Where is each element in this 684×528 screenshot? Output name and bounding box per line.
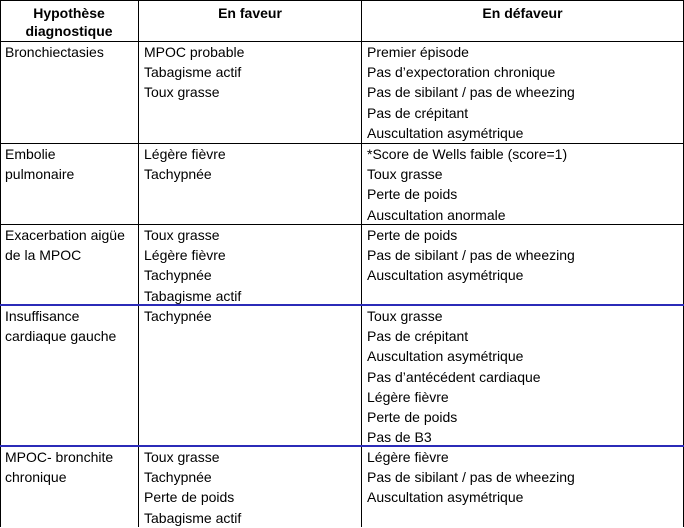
cell-line: Tachypnée xyxy=(144,308,212,324)
cell-line: Auscultation anormale xyxy=(367,206,506,223)
cell-line: Auscultation asymétrique xyxy=(367,267,524,284)
row1-hypothesis xyxy=(5,42,104,62)
row5-hypothesis xyxy=(5,447,113,487)
cell-line: pulmonaire xyxy=(5,166,75,183)
cell-line: Légère fièvre xyxy=(144,247,226,264)
cell-line: Tachypnée xyxy=(144,166,212,183)
table-border-left xyxy=(0,0,1,527)
cell-line: Insuffisance xyxy=(5,308,80,324)
cell-line: Toux grasse xyxy=(144,84,220,101)
cell-line: Perte de poids xyxy=(367,227,458,243)
row5-against xyxy=(367,447,575,508)
cell-line: Auscultation asymétrique xyxy=(367,348,524,365)
cell-line: cardiaque gauche xyxy=(5,328,117,345)
cell-line: Auscultation asymétrique xyxy=(367,124,524,141)
row4-for xyxy=(144,306,212,326)
header-against: En défaveur xyxy=(482,5,563,21)
cell-line: Toux grasse xyxy=(144,449,220,465)
cell-line: Auscultation asymétrique xyxy=(367,489,524,506)
row1-for xyxy=(144,42,244,103)
cell-line: Tachypnée xyxy=(144,469,212,486)
table-border-top xyxy=(0,0,684,1)
row4-hypothesis xyxy=(5,306,116,346)
column-divider-1 xyxy=(138,0,139,527)
row4-against xyxy=(367,306,541,447)
cell-line: Perte de poids xyxy=(367,408,458,425)
cell-line: *Score de Wells faible (score=1) xyxy=(367,146,568,162)
cell-line: Tabagisme actif xyxy=(144,287,242,304)
cell-line: de la MPOC xyxy=(5,247,82,264)
cell-line: Tabagisme actif xyxy=(144,64,242,81)
cell-line: MPOC probable xyxy=(144,44,245,60)
row3-hypothesis xyxy=(5,225,125,265)
row3-against xyxy=(367,225,575,286)
cell-line: Pas de B3 xyxy=(367,429,432,446)
row-divider-1 xyxy=(0,143,684,144)
cell-line: Pas de sibilant / pas de wheezing xyxy=(367,84,575,101)
cell-line: Légère fièvre xyxy=(144,146,226,162)
header-hypothesis-line: diagnostique xyxy=(25,23,113,39)
cell-line: Tabagisme actif xyxy=(144,509,242,526)
cell-line: Premier épisode xyxy=(367,44,469,60)
cell-line: Toux grasse xyxy=(367,166,443,183)
cell-line: Embolie xyxy=(5,146,56,162)
row3-for xyxy=(144,225,241,306)
header-hypothesis-line: Hypothèse xyxy=(33,5,105,21)
cell-line: MPOC- bronchite xyxy=(5,449,114,465)
row1-against xyxy=(367,42,575,143)
cell-line: Légère fièvre xyxy=(367,388,449,405)
row5-for xyxy=(144,447,241,528)
cell-line: Pas de crépitant xyxy=(367,328,469,345)
cell-line: Légère fièvre xyxy=(367,449,449,465)
cell-line: Pas de sibilant / pas de wheezing xyxy=(367,469,575,486)
row2-against xyxy=(367,144,567,225)
column-divider-2 xyxy=(361,0,362,527)
cell-line: Tachypnée xyxy=(144,267,212,284)
cell-line: Toux grasse xyxy=(144,227,220,243)
cell-line: Perte de poids xyxy=(367,186,458,203)
header-for: En faveur xyxy=(218,5,282,21)
cell-line: Exacerbation aigüe xyxy=(5,227,125,243)
cell-line: Pas d’antécédent cardiaque xyxy=(367,368,541,385)
cell-line: Perte de poids xyxy=(144,489,235,506)
cell-line: Toux grasse xyxy=(367,308,443,324)
cell-line: Pas de sibilant / pas de wheezing xyxy=(367,247,575,264)
cell-line: Pas d’expectoration chronique xyxy=(367,64,556,81)
cell-line: Pas de crépitant xyxy=(367,104,469,121)
cell-line: Bronchiectasies xyxy=(5,44,104,60)
cell-line: chronique xyxy=(5,469,67,486)
header-hypothesis xyxy=(0,4,138,40)
row2-for xyxy=(144,144,226,184)
row2-hypothesis xyxy=(5,144,74,184)
